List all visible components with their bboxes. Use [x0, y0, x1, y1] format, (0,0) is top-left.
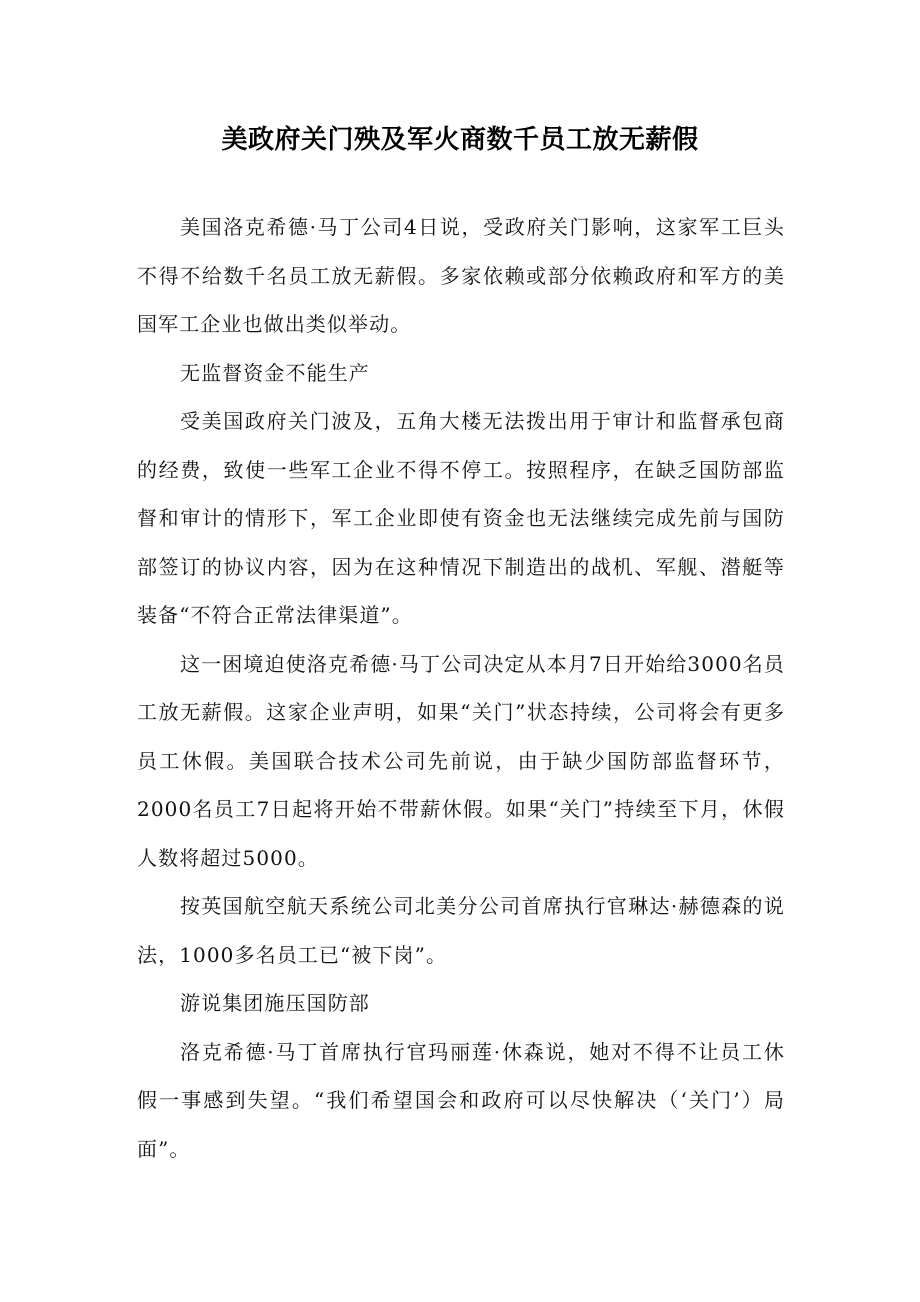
subheading-lobby-pressure: 游说集团施压国防部	[180, 991, 370, 1015]
paragraph-pentagon-funding: 受美国政府关门波及，五角大楼无法拨出用于审计和监督承包商的经费，致使一些军工企业不得不停工。按照程序，在缺乏国防部监督和审计的情形下，军工企业即使有资金也无法继续完成先前与国防部签订的协议内容，因为在这种情况下制造出的战机、军舰、潜艇等装备“不符合正常法律渠道”。	[137, 409, 785, 627]
paragraph-lockheed-furlough: 这一困境迫使洛克希德·马丁公司决定从本月7日开始给3000名员工放无薪假。这家企业声明，如果“关门”状态持续，公司将会有更多员工休假。美国联合技术公司先前说，由于缺少国防部监督环节，2000名员工7日起将开始不带薪休假。如果“关门”持续至下月，休假人数将超过5000。	[137, 651, 785, 870]
paragraph-bae-systems: 按英国航空航天系统公司北美分公司首席执行官琳达·赫德森的说法，1000多名员工已“被下岗”。	[137, 894, 785, 967]
document-title: 美政府关门殃及军火商数千员工放无薪假	[221, 125, 699, 155]
subheading-no-supervision-funds: 无监督资金不能生产	[180, 360, 370, 385]
paragraph-intro: 美国洛克希德·马丁公司4日说，受政府关门影响，这家军工巨头不得不给数千名员工放无薪假。多家依赖或部分依赖政府和军方的美国军工企业也做出类似举动。	[137, 215, 785, 336]
document-body	[137, 203, 785, 1173]
paragraph-ceo-statement: 洛克希德·马丁首席执行官玛丽莲·休森说，她对不得不让员工休假一事感到失望。“我们希望国会和政府可以尽快解决（‘关门’）局面”。	[137, 1039, 785, 1161]
